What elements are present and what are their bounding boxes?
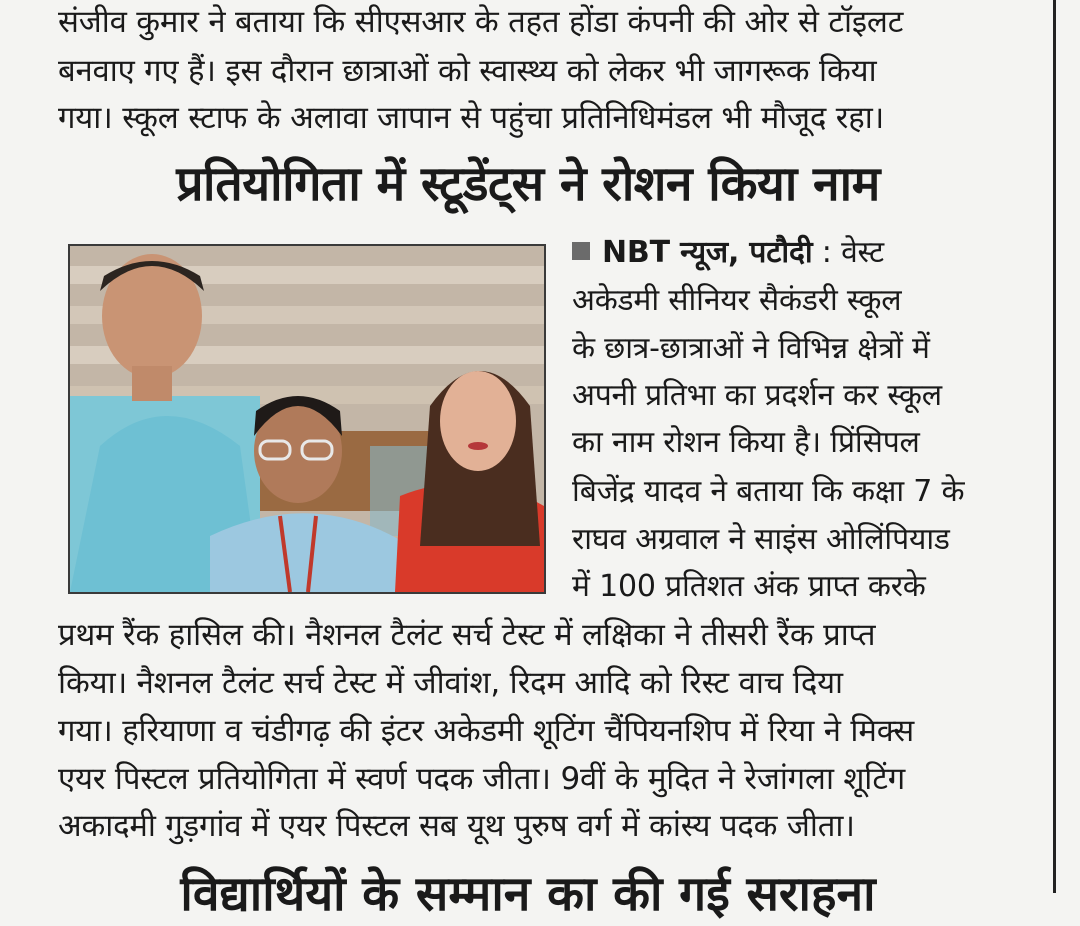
article-photo bbox=[68, 244, 546, 594]
byline-first-text: वेस्ट bbox=[841, 235, 884, 270]
column-line-4: का नाम रोशन किया है। प्रिंसिपल bbox=[572, 425, 920, 460]
top-paragraph-line-3: गया। स्कूल स्टाफ के अलावा जापान से पहुंचा प्रतिनिधिमंडल भी मौजूद रहा। bbox=[58, 100, 885, 136]
top-paragraph-line-1: संजीव कुमार ने बताया कि सीएसआर के तहत होंडा कंपनी की ओर से टॉइलट bbox=[58, 4, 904, 40]
byline-separator: : bbox=[812, 235, 842, 270]
article-headline: प्रतियोगिता में स्टूडेंट्स ने रोशन किया नाम bbox=[176, 156, 880, 212]
byline-square-icon bbox=[572, 242, 590, 260]
column-line-7: में 100 प्रतिशत अंक प्राप्त करके bbox=[572, 569, 926, 604]
top-paragraph-line-2: बनवाए गए हैं। इस दौरान छात्राओं को स्वास्थ्य को लेकर भी जागरूक किया bbox=[58, 53, 877, 89]
column-line-5: बिजेंद्र यादव ने बताया कि कक्षा 7 के bbox=[572, 474, 965, 509]
full-line-5: अकादमी गुड़गांव में एयर पिस्टल सब यूथ पुरुष वर्ग में कांस्य पदक जीता। bbox=[58, 808, 855, 844]
photo-illustration bbox=[70, 246, 544, 592]
full-line-3: गया। हरियाणा व चंडीगढ़ की इंटर अकेडमी शूटिंग चैंपियनशिप में रिया ने मिक्स bbox=[58, 713, 915, 749]
byline-tag: NBT न्यूज, पटौदी bbox=[602, 235, 813, 270]
column-line-1: अकेडमी सीनियर सैकंडरी स्कूल bbox=[572, 283, 902, 318]
column-line-2: के छात्र-छात्राओं ने विभिन्न क्षेत्रों में bbox=[572, 331, 930, 366]
column-rule bbox=[1053, 0, 1056, 893]
next-article-headline: विद्यार्थियों के सम्मान का की गई सराहना bbox=[180, 866, 876, 922]
full-line-4: एयर पिस्टल प्रतियोगिता में स्वर्ण पदक जीता। 9वीं के मुदित ने रेजांगला शूटिंग bbox=[58, 761, 906, 797]
column-line-6: राघव अग्रवाल ने साइंस ओलिंपियाड bbox=[572, 522, 950, 557]
full-line-1: प्रथम रैंक हासिल की। नैशनल टैलंट सर्च टेस्ट में लक्षिका ने तीसरी रैंक प्राप्त bbox=[58, 617, 876, 653]
full-line-2: किया। नैशनल टैलंट सर्च टेस्ट में जीवांश, रिदम आदि को रिस्ट वाच दिया bbox=[58, 665, 843, 701]
byline bbox=[572, 233, 884, 273]
column-line-3: अपनी प्रतिभा का प्रदर्शन कर स्कूल bbox=[572, 378, 942, 413]
